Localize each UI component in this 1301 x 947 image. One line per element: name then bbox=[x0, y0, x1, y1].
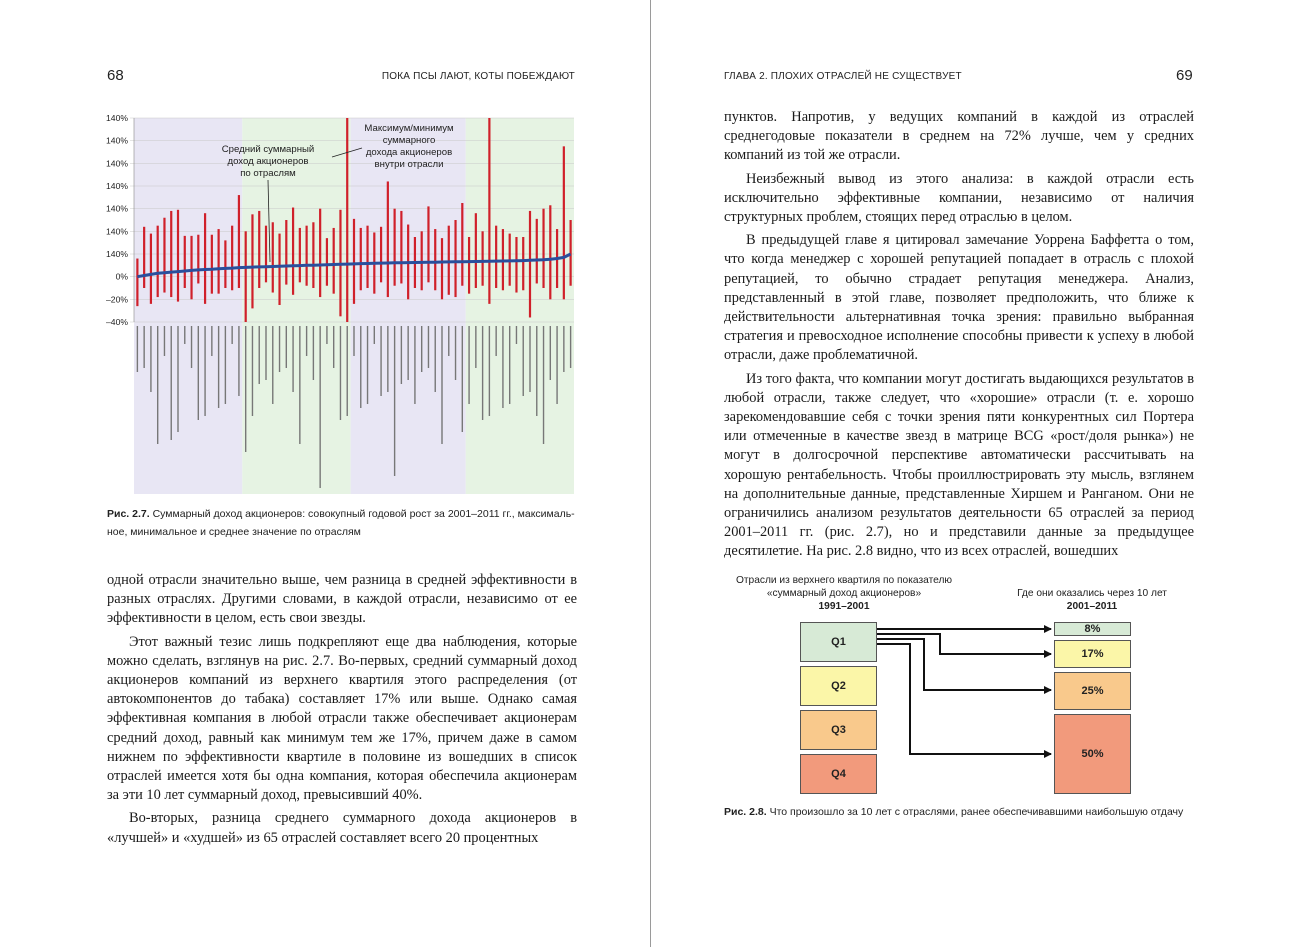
industry-bar bbox=[211, 235, 213, 294]
industry-bar bbox=[515, 237, 517, 293]
industry-bar bbox=[482, 231, 484, 285]
industry-bar bbox=[366, 226, 368, 288]
page-number: 68 bbox=[107, 67, 124, 84]
x-category-label bbox=[414, 326, 415, 404]
industry-bar bbox=[285, 220, 287, 285]
y-tick-label: –40% bbox=[106, 317, 128, 327]
x-category-label bbox=[523, 326, 524, 396]
y-tick-label: 140% bbox=[106, 135, 128, 146]
y-tick-label: 0% bbox=[115, 271, 128, 282]
right-body-text bbox=[724, 108, 1194, 562]
x-category-label bbox=[191, 326, 192, 368]
industry-bar bbox=[448, 226, 450, 295]
industry-bar bbox=[265, 226, 267, 283]
x-category-label bbox=[259, 326, 260, 384]
paragraph: Во-вторых, разница среднего суммарного дохода акционеров в «лучшей» и «худшей» из 65 отраслей составляет всего 20 процентных bbox=[107, 810, 577, 846]
x-category-label bbox=[184, 326, 185, 344]
industry-bar bbox=[299, 228, 301, 282]
arrow-to-50 bbox=[877, 644, 1051, 754]
industry-bar bbox=[475, 213, 477, 288]
paragraph: Неизбежный вывод из этого анализа: в каждой отрасли есть исключительно эффективные компании, независимо от наличия структурных проблем, стоящих перед отраслью в целом. bbox=[724, 170, 1194, 226]
figure-2-7-chart bbox=[100, 110, 580, 502]
x-category-label bbox=[563, 326, 564, 372]
x-category-label bbox=[198, 326, 199, 420]
background-band bbox=[466, 118, 574, 494]
x-category-label bbox=[394, 326, 395, 476]
annotation-range-line1: Максимум/минимум bbox=[364, 123, 454, 134]
background-band bbox=[351, 118, 466, 494]
industry-bar bbox=[292, 208, 294, 295]
background-band bbox=[134, 118, 242, 494]
industry-bar bbox=[177, 210, 179, 302]
figure-2-8 bbox=[724, 570, 1224, 810]
x-category-label bbox=[211, 326, 212, 356]
industry-bar bbox=[272, 222, 274, 292]
x-category-label bbox=[340, 326, 341, 420]
x-category-label bbox=[407, 326, 408, 380]
paragraph: пунктов. Напротив, у ведущих компаний в каждой из отраслей среднегодовые показатели в среднем на 72% лучше, чем у средних компаний из той же отрасли. bbox=[724, 109, 1194, 164]
annotation-range-line2: суммарного bbox=[382, 135, 436, 146]
chart-background-bands bbox=[134, 118, 574, 494]
x-category-label bbox=[468, 326, 469, 404]
quartile-box-q2: Q2 bbox=[800, 666, 877, 706]
industry-bar bbox=[360, 228, 362, 290]
industry-bar bbox=[454, 220, 456, 297]
y-tick-label: 140% bbox=[106, 203, 128, 214]
industry-bar bbox=[380, 227, 382, 283]
fig8-left-header-line2: «суммарный доход акционеров» bbox=[766, 588, 922, 599]
x-category-label bbox=[428, 326, 429, 368]
figure-2-7-caption bbox=[107, 505, 577, 541]
caption-text: Что произошло за 10 лет с отраслями, ранее обеспечивавшими наибольшую отдачу bbox=[769, 806, 1184, 818]
x-category-label bbox=[421, 326, 422, 372]
x-category-label bbox=[502, 326, 503, 408]
industry-bar bbox=[522, 237, 524, 290]
industry-bar bbox=[245, 231, 247, 322]
industry-bar bbox=[400, 211, 402, 284]
annotation-mean-line2: доход акционеров bbox=[227, 156, 309, 167]
quartile-box-q1: Q1 bbox=[800, 622, 877, 662]
x-category-label bbox=[367, 326, 368, 404]
x-category-label bbox=[218, 326, 219, 408]
x-category-label bbox=[164, 326, 165, 356]
running-header: ГЛАВА 2. ПЛОХИХ ОТРАСЛЕЙ НЕ СУЩЕСТВУЕТ bbox=[724, 71, 962, 82]
x-category-label bbox=[347, 326, 348, 416]
arrow-to-25 bbox=[877, 639, 1051, 690]
x-category-label bbox=[387, 326, 388, 392]
industry-bar bbox=[197, 235, 199, 284]
industry-bar bbox=[488, 118, 490, 304]
x-category-label bbox=[177, 326, 178, 432]
industry-bar bbox=[563, 146, 565, 299]
y-tick-label: 140% bbox=[106, 249, 128, 259]
industry-bar bbox=[136, 259, 138, 307]
y-tick-label: 140% bbox=[106, 158, 128, 169]
industry-bar bbox=[312, 222, 314, 288]
annotation-range-line3: дохода акционеров bbox=[365, 147, 453, 158]
industry-bar bbox=[441, 238, 443, 299]
x-category-label bbox=[543, 326, 544, 444]
industry-bar bbox=[258, 211, 260, 288]
fig8-left-period: 1991–2001 bbox=[818, 601, 870, 612]
x-category-label bbox=[333, 326, 334, 368]
industry-bar bbox=[468, 237, 470, 294]
industry-bar bbox=[542, 209, 544, 288]
x-category-label bbox=[489, 326, 490, 416]
industry-bar bbox=[157, 226, 159, 297]
fig8-right-header-line1: Где они оказались через 10 лет bbox=[1017, 588, 1167, 599]
x-category-label bbox=[435, 326, 436, 392]
industry-bar bbox=[353, 219, 355, 304]
x-category-label bbox=[150, 326, 151, 392]
industry-bar bbox=[306, 226, 308, 286]
x-category-label bbox=[495, 326, 496, 356]
x-category-label bbox=[475, 326, 476, 368]
industry-bar bbox=[204, 213, 206, 304]
annotation-mean-line1: Средний суммарный bbox=[221, 144, 315, 155]
annotation-range-line4: внутри отрасли bbox=[374, 159, 444, 170]
x-category-label bbox=[171, 326, 172, 440]
x-category-label bbox=[516, 326, 517, 344]
industry-bar bbox=[346, 118, 348, 322]
x-category-label bbox=[286, 326, 287, 368]
paragraph: Из того факта, что компании могут достигать выдающихся результатов в любой отрасли, также следует, что «хорошие» отрасли (т. е. хорошо зарекомендовавшие себя с точки зрения пяти конкурентных сил Портера или отмеченные в качестве звезд в матрице BCG «рост/доля рынка») не могут в долгосрочной перспективе автоматически рассчитывать на хорошую рентабельность. Чтобы проиллюстрировать эту мысль, взглянем на дополнительные данные, представленные Хиршем и Ранганом. Они не ограничились анализом результатов деятельности 65 отраслей за период 2001–2011 гг. (рис. 2.7), но и представили данные за предыдущее десятилетие. На рис. 2.8 видно, что из всех отраслей, вошедших bbox=[724, 370, 1194, 560]
page-number: 69 bbox=[1176, 67, 1193, 84]
y-tick-label: 140% bbox=[106, 181, 128, 191]
x-category-label bbox=[225, 326, 226, 404]
x-category-label bbox=[231, 326, 232, 344]
caption-line2: ное, минимальное и среднее значение по отраслям bbox=[107, 526, 361, 538]
industry-bar bbox=[421, 231, 423, 290]
left-page bbox=[0, 0, 650, 947]
x-category-label bbox=[245, 326, 246, 452]
fig8-arrows bbox=[724, 570, 1224, 810]
industry-bar bbox=[231, 226, 233, 291]
industry-bar bbox=[536, 219, 538, 284]
industry-bar bbox=[529, 211, 531, 318]
x-category-label bbox=[360, 326, 361, 408]
outcome-box-25: 25% bbox=[1054, 672, 1131, 710]
y-tick-label: –20% bbox=[106, 294, 128, 305]
fig8-right-period: 2001–2011 bbox=[1066, 601, 1118, 612]
annotation-mean-line3: по отраслям bbox=[240, 168, 296, 179]
x-category-label bbox=[550, 326, 551, 380]
industry-bar bbox=[143, 227, 145, 288]
x-category-label bbox=[157, 326, 158, 444]
x-category-label bbox=[380, 326, 381, 396]
industry-bar bbox=[163, 218, 165, 293]
x-category-label bbox=[279, 326, 280, 372]
x-category-label bbox=[455, 326, 456, 380]
x-category-label bbox=[299, 326, 300, 444]
x-category-label bbox=[292, 326, 293, 392]
x-category-label bbox=[319, 326, 320, 488]
industry-bar bbox=[319, 209, 321, 297]
x-category-label bbox=[306, 326, 307, 356]
x-category-label bbox=[462, 326, 463, 432]
x-category-label bbox=[570, 326, 571, 368]
industry-bar bbox=[495, 226, 497, 288]
industry-bar bbox=[224, 240, 226, 288]
industry-bar bbox=[326, 238, 328, 286]
figure-2-8-caption bbox=[724, 803, 1224, 821]
x-category-label bbox=[313, 326, 314, 380]
x-category-label bbox=[143, 326, 144, 368]
industry-bar bbox=[238, 195, 240, 288]
industry-bar bbox=[333, 228, 335, 294]
outcome-box-8: 8% bbox=[1054, 622, 1131, 636]
caption-label: Рис. 2.8. bbox=[724, 806, 767, 818]
industry-bar bbox=[394, 209, 396, 286]
industry-bar bbox=[278, 234, 280, 305]
caption-label: Рис. 2.7. bbox=[107, 508, 150, 520]
industry-bar bbox=[190, 236, 192, 299]
annotation-range bbox=[364, 123, 453, 170]
x-category-label bbox=[509, 326, 510, 404]
x-category-label bbox=[441, 326, 442, 444]
x-category-label bbox=[326, 326, 327, 344]
industry-bar bbox=[251, 214, 253, 308]
industry-bar bbox=[218, 229, 220, 294]
x-category-label bbox=[238, 326, 239, 396]
running-header: ПОКА ПСЫ ЛАЮТ, КОТЫ ПОБЕЖДАЮТ bbox=[381, 71, 575, 82]
x-category-label bbox=[482, 326, 483, 420]
x-category-label bbox=[401, 326, 402, 384]
x-category-label bbox=[272, 326, 273, 404]
left-body-text bbox=[107, 571, 577, 848]
quartile-box-q4: Q4 bbox=[800, 754, 877, 794]
paragraph: В предыдущей главе я цитировал замечание Уоррена Баффетта о том, что когда менеджер с хорошей репутацией попадает в отрасль с плохой репутацией, то обычно страдает репутация менеджера. Анализ, представленный в этой главе, позволяет предположить, что ближе к действительности альтернативная точка зрения: правильно выбранная стратегия и превосходное исполнение способны привести к успеху в любой отрасли, даже проблематичной. bbox=[724, 232, 1194, 364]
industry-bar bbox=[434, 229, 436, 290]
industry-bar bbox=[150, 234, 152, 304]
y-tick-label: 140% bbox=[106, 226, 128, 237]
outcome-box-17: 17% bbox=[1054, 640, 1131, 668]
paragraph: Этот важный тезис лишь подкрепляют еще два наблюдения, которые можно сделать, взглянув на рис. 2.7. Во-первых, средний суммарный доход акционеров компаний из верхнего квартиля этого распределения (от автокомпонентов до табака) составляет 17% или выше. Однако самая эффективная компания в любой отрасли также обеспечивает акционерам средний доход, равный как минимум тем же 17%, причем даже в самом нижнем по эффективности квартиле в половине из вошедших в список отраслей имеется хотя бы одна компания, которая обеспечила акционерам за эти 10 лет суммарный доход, превысивший 40%. bbox=[107, 633, 577, 804]
industry-bar bbox=[549, 205, 551, 299]
x-category-label bbox=[265, 326, 266, 380]
x-category-label bbox=[252, 326, 253, 416]
quartile-box-q3: Q3 bbox=[800, 710, 877, 750]
industry-bar bbox=[427, 206, 429, 282]
outcome-box-50: 50% bbox=[1054, 714, 1131, 794]
industry-bar bbox=[461, 203, 463, 286]
industry-bar bbox=[170, 211, 172, 297]
x-category-label bbox=[448, 326, 449, 356]
x-category-label bbox=[529, 326, 530, 392]
x-category-label bbox=[536, 326, 537, 416]
paragraph: одной отрасли значительно выше, чем разница в средней эффективности в разных отраслях. Другими словами, в каждой отрасли, независимо от ее эффективности в целом, есть свои звезды. bbox=[107, 572, 577, 627]
right-page bbox=[651, 0, 1301, 947]
industry-bar bbox=[387, 181, 389, 297]
x-category-label bbox=[204, 326, 205, 416]
x-category-label bbox=[374, 326, 375, 344]
industry-bar bbox=[184, 236, 186, 288]
fig8-left-header-line1: Отрасли из верхнего квартиля по показателю bbox=[735, 575, 953, 586]
x-category-label bbox=[353, 326, 354, 356]
caption-line1: Суммарный доход акционеров: совокупный годовой рост за 2001–2011 гг., максималь- bbox=[152, 508, 575, 520]
x-category-label bbox=[137, 326, 138, 372]
y-tick-label: 140% bbox=[106, 113, 128, 123]
x-category-label bbox=[556, 326, 557, 404]
